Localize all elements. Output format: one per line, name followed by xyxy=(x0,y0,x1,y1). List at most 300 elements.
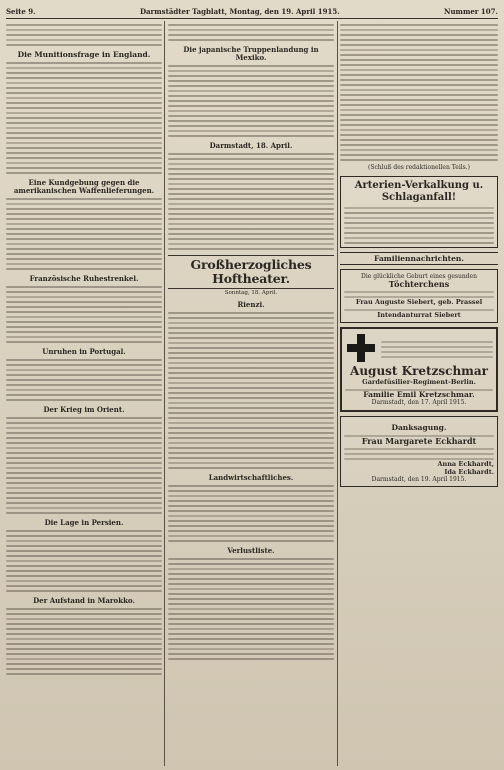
text-line xyxy=(6,359,162,361)
text-line xyxy=(6,379,162,381)
text-line xyxy=(168,317,334,319)
text-line xyxy=(340,109,498,111)
text-line xyxy=(340,99,498,101)
text-line xyxy=(6,203,162,205)
text-line xyxy=(168,628,334,630)
text-line xyxy=(344,458,494,460)
headline: Die Munitionsfrage in England. xyxy=(17,50,151,59)
text-line xyxy=(6,291,162,293)
text-line xyxy=(168,218,334,220)
text-line xyxy=(6,92,162,94)
masthead-line: Darmstädter Tagblatt, Montag, den 19. April 1915. xyxy=(139,6,340,16)
text-line xyxy=(168,100,334,102)
text-line xyxy=(6,575,162,577)
text-line xyxy=(168,427,334,429)
text-line xyxy=(168,322,334,324)
text-line xyxy=(6,389,162,391)
text-line xyxy=(6,653,162,655)
text-line xyxy=(168,407,334,409)
text-line xyxy=(6,590,162,592)
text-line xyxy=(340,39,498,41)
text-line xyxy=(6,117,162,119)
text-line xyxy=(6,477,162,479)
text-line xyxy=(168,658,334,660)
text-line xyxy=(344,242,494,244)
text-line xyxy=(168,208,334,210)
family-notices-heading: Familiennachrichten. xyxy=(340,252,498,265)
text-line xyxy=(6,422,162,424)
text-line xyxy=(6,394,162,396)
text-line xyxy=(168,563,334,565)
text-line xyxy=(344,309,494,311)
text-line xyxy=(168,105,334,107)
headline: Der Aufstand in Marokko. xyxy=(33,596,135,605)
text-line xyxy=(168,238,334,240)
text-line xyxy=(168,578,334,580)
text-line xyxy=(168,583,334,585)
text-line xyxy=(6,29,162,31)
thanks-signer-1: Anna Eckhardt, xyxy=(437,459,494,468)
text-line xyxy=(168,125,334,127)
headline: Verlustliste. xyxy=(227,546,275,555)
text-line xyxy=(168,34,334,36)
text-line xyxy=(6,198,162,200)
mourning-family: Familie Emil Kretzschmar. xyxy=(363,390,475,399)
text-line xyxy=(168,39,334,41)
text-line xyxy=(344,212,494,214)
text-line xyxy=(168,135,334,137)
text-line xyxy=(6,213,162,215)
text-line xyxy=(6,331,162,333)
text-line xyxy=(340,149,498,151)
text-line xyxy=(6,301,162,303)
theater-heading: Großherzogliches Hoftheater. xyxy=(168,255,334,289)
text-line xyxy=(168,593,334,595)
theater-date: Sonntag, 18. April. xyxy=(224,290,278,296)
text-line xyxy=(6,535,162,537)
text-line xyxy=(168,248,334,250)
text-line xyxy=(340,79,498,81)
text-line xyxy=(168,490,334,492)
text-line xyxy=(340,114,498,116)
text-line xyxy=(6,550,162,552)
deceased-name: August Kretzschmar xyxy=(350,364,488,378)
text-line xyxy=(6,172,162,174)
text-line xyxy=(340,24,498,26)
deceased-regiment: Gardefüsilier-Regiment-Berlin. xyxy=(362,378,476,386)
headline: Landwirtschaftliches. xyxy=(208,473,294,482)
text-line xyxy=(6,127,162,129)
text-line xyxy=(344,435,494,437)
text-line xyxy=(168,648,334,650)
text-line xyxy=(340,34,498,36)
thanks-deceased: Frau Margarete Eckhardt xyxy=(361,435,477,446)
text-line xyxy=(6,147,162,149)
text-line xyxy=(6,142,162,144)
text-line xyxy=(168,168,334,170)
thanks-place-date: Darmstadt, den 19. April 1915. xyxy=(371,475,467,483)
text-line xyxy=(168,515,334,517)
text-line xyxy=(168,520,334,522)
text-line xyxy=(6,457,162,459)
text-line xyxy=(168,603,334,605)
text-line xyxy=(6,336,162,338)
text-line xyxy=(344,227,494,229)
text-line xyxy=(344,222,494,224)
headline: Die Lage in Persien. xyxy=(44,518,124,527)
text-line xyxy=(6,107,162,109)
text-line xyxy=(381,341,493,343)
text-line xyxy=(6,580,162,582)
text-line xyxy=(340,69,498,71)
text-line xyxy=(6,369,162,371)
text-line xyxy=(168,347,334,349)
birth-father: Intendanturrat Siebert xyxy=(377,311,461,319)
text-line xyxy=(6,507,162,509)
text-line xyxy=(340,64,498,66)
column-middle xyxy=(168,21,334,660)
text-line xyxy=(168,598,334,600)
text-line xyxy=(6,585,162,587)
text-line xyxy=(168,392,334,394)
text-line xyxy=(6,399,162,401)
text-line xyxy=(168,120,334,122)
text-line xyxy=(168,485,334,487)
text-line xyxy=(6,157,162,159)
text-line xyxy=(168,618,334,620)
text-line xyxy=(168,588,334,590)
text-line xyxy=(168,462,334,464)
text-line xyxy=(6,311,162,313)
text-line xyxy=(381,351,493,353)
text-line xyxy=(6,321,162,323)
text-line xyxy=(168,332,334,334)
text-line xyxy=(6,447,162,449)
text-line xyxy=(6,296,162,298)
text-line xyxy=(168,447,334,449)
text-line xyxy=(168,505,334,507)
text-line xyxy=(168,233,334,235)
text-line xyxy=(6,472,162,474)
text-line xyxy=(6,364,162,366)
headline: Die japanische Truppenlandung in Mexiko. xyxy=(183,45,319,62)
text-line xyxy=(168,65,334,67)
text-line xyxy=(6,316,162,318)
dateline: Darmstadt, 18. April. xyxy=(209,141,293,150)
text-line xyxy=(340,84,498,86)
text-line xyxy=(6,82,162,84)
text-line xyxy=(6,39,162,41)
text-line xyxy=(6,648,162,650)
text-line xyxy=(168,623,334,625)
text-line xyxy=(168,85,334,87)
text-line xyxy=(6,67,162,69)
text-line xyxy=(168,452,334,454)
text-line xyxy=(168,573,334,575)
text-line xyxy=(168,95,334,97)
text-line xyxy=(168,530,334,532)
text-line xyxy=(340,29,498,31)
text-line xyxy=(340,124,498,126)
text-line xyxy=(340,139,498,141)
text-line xyxy=(6,268,162,270)
text-line xyxy=(6,77,162,79)
text-line xyxy=(6,512,162,514)
thanks-signer-2: Ida Eckhardt. xyxy=(444,467,494,476)
text-line xyxy=(168,638,334,640)
text-line xyxy=(168,153,334,155)
text-line xyxy=(6,560,162,562)
text-line xyxy=(6,668,162,670)
text-line xyxy=(168,372,334,374)
text-line xyxy=(6,238,162,240)
text-line xyxy=(168,130,334,132)
text-line xyxy=(168,193,334,195)
text-line xyxy=(340,129,498,131)
text-line xyxy=(6,218,162,220)
text-line xyxy=(6,112,162,114)
text-line xyxy=(6,253,162,255)
text-line xyxy=(6,487,162,489)
text-line xyxy=(340,104,498,106)
text-line xyxy=(6,497,162,499)
text-line xyxy=(6,643,162,645)
text-line xyxy=(6,384,162,386)
text-line xyxy=(381,346,493,348)
text-line xyxy=(6,152,162,154)
text-line xyxy=(6,228,162,230)
text-line xyxy=(6,34,162,36)
text-line xyxy=(168,387,334,389)
text-line xyxy=(168,540,334,542)
text-line xyxy=(6,233,162,235)
text-line xyxy=(6,618,162,620)
text-line xyxy=(6,442,162,444)
text-line xyxy=(340,89,498,91)
text-line xyxy=(6,555,162,557)
text-line xyxy=(168,510,334,512)
text-line xyxy=(6,258,162,260)
text-line xyxy=(6,341,162,343)
text-line xyxy=(168,110,334,112)
headline: Französische Ruhestrenkel. xyxy=(29,274,139,283)
text-line xyxy=(168,558,334,560)
text-line xyxy=(6,306,162,308)
text-line xyxy=(168,412,334,414)
text-line xyxy=(340,54,498,56)
text-line xyxy=(168,178,334,180)
end-of-editorial-note: (Schluß des redaktionellen Teils.) xyxy=(368,164,470,171)
text-line xyxy=(340,159,498,161)
text-line xyxy=(168,213,334,215)
text-line xyxy=(6,530,162,532)
text-line xyxy=(6,482,162,484)
advertisement-arterien xyxy=(340,176,498,248)
text-line xyxy=(6,102,162,104)
text-line xyxy=(168,198,334,200)
birth-intro: Die glückliche Geburt eines gesunden xyxy=(361,272,477,280)
text-line xyxy=(168,188,334,190)
text-line xyxy=(6,87,162,89)
birth-mother: Frau Auguste Siebert, geb. Prassel xyxy=(355,298,483,306)
text-line xyxy=(6,427,162,429)
text-line xyxy=(168,163,334,165)
text-line xyxy=(168,402,334,404)
text-line xyxy=(6,286,162,288)
opera-title: Rienzi. xyxy=(237,300,265,309)
headline: Der Krieg im Orient. xyxy=(43,405,125,414)
text-line xyxy=(6,223,162,225)
text-line xyxy=(6,44,162,46)
text-line xyxy=(340,154,498,156)
text-line xyxy=(168,633,334,635)
text-line xyxy=(168,90,334,92)
text-line xyxy=(344,237,494,239)
death-place-date: Darmstadt, den 17. April 1915. xyxy=(371,399,467,406)
text-line xyxy=(6,72,162,74)
text-line xyxy=(6,162,162,164)
text-line xyxy=(168,312,334,314)
text-line xyxy=(168,80,334,82)
text-line xyxy=(168,352,334,354)
text-line xyxy=(6,638,162,640)
issue-number: Nummer 107. xyxy=(444,6,498,16)
text-line xyxy=(6,97,162,99)
text-line xyxy=(168,377,334,379)
text-line xyxy=(6,248,162,250)
text-line xyxy=(6,658,162,660)
page-number: Seite 9. xyxy=(6,6,36,16)
text-line xyxy=(340,44,498,46)
text-line xyxy=(340,74,498,76)
text-line xyxy=(6,467,162,469)
text-line xyxy=(168,183,334,185)
text-line xyxy=(6,628,162,630)
text-line xyxy=(6,432,162,434)
text-line xyxy=(340,94,498,96)
text-line xyxy=(6,326,162,328)
text-line xyxy=(168,173,334,175)
text-line xyxy=(168,223,334,225)
text-line xyxy=(6,663,162,665)
text-line xyxy=(344,448,494,450)
text-line xyxy=(6,502,162,504)
text-line xyxy=(168,24,334,26)
text-line xyxy=(168,613,334,615)
iron-cross-icon xyxy=(347,334,375,362)
text-line xyxy=(6,437,162,439)
death-announcement xyxy=(340,327,498,412)
text-line xyxy=(168,327,334,329)
text-line xyxy=(6,545,162,547)
text-line xyxy=(168,417,334,419)
thanks-notice xyxy=(340,416,498,488)
text-line xyxy=(340,144,498,146)
text-line xyxy=(344,453,494,455)
text-line xyxy=(168,367,334,369)
text-line xyxy=(168,608,334,610)
text-line xyxy=(6,633,162,635)
text-line xyxy=(168,337,334,339)
text-line xyxy=(168,653,334,655)
text-line xyxy=(168,457,334,459)
text-line xyxy=(168,382,334,384)
text-line xyxy=(6,462,162,464)
text-line xyxy=(168,568,334,570)
text-line xyxy=(6,492,162,494)
column-right xyxy=(340,21,498,491)
text-line xyxy=(6,122,162,124)
text-line xyxy=(344,217,494,219)
text-line xyxy=(6,243,162,245)
text-line xyxy=(6,24,162,26)
text-line xyxy=(340,119,498,121)
text-line xyxy=(6,208,162,210)
column-rule xyxy=(337,21,338,766)
text-line xyxy=(168,495,334,497)
text-line xyxy=(6,540,162,542)
birth-child: Töchterchens xyxy=(388,279,450,289)
text-line xyxy=(168,158,334,160)
text-line xyxy=(6,623,162,625)
headline: Unruhen in Portugal. xyxy=(42,347,126,356)
text-line xyxy=(168,228,334,230)
text-line xyxy=(168,467,334,469)
birth-announcement xyxy=(340,269,498,324)
text-line xyxy=(6,570,162,572)
text-line xyxy=(168,342,334,344)
text-line xyxy=(6,62,162,64)
headline: Eine Kundgebung gegen die amerikanischen Waffenlieferungen. xyxy=(13,178,155,195)
text-line xyxy=(6,132,162,134)
thanks-heading: Danksagung. xyxy=(391,422,447,432)
text-line xyxy=(6,167,162,169)
text-line xyxy=(6,613,162,615)
text-line xyxy=(340,59,498,61)
text-line xyxy=(168,357,334,359)
text-line xyxy=(168,535,334,537)
text-line xyxy=(168,70,334,72)
text-line xyxy=(168,115,334,117)
text-line xyxy=(344,296,494,298)
ad-title: Arterien-Verkalkung u. Schlaganfall! xyxy=(354,179,484,203)
text-line xyxy=(345,389,493,391)
page-header xyxy=(6,4,498,19)
text-line xyxy=(168,243,334,245)
text-line xyxy=(381,356,493,358)
text-line xyxy=(340,49,498,51)
text-line xyxy=(344,291,494,293)
text-line xyxy=(344,207,494,209)
text-line xyxy=(6,608,162,610)
text-line xyxy=(168,525,334,527)
text-line xyxy=(6,137,162,139)
text-line xyxy=(168,397,334,399)
text-line xyxy=(168,29,334,31)
text-line xyxy=(6,374,162,376)
text-line xyxy=(168,75,334,77)
text-line xyxy=(6,263,162,265)
text-line xyxy=(6,673,162,675)
text-line xyxy=(168,432,334,434)
text-line xyxy=(168,422,334,424)
text-line xyxy=(168,442,334,444)
text-line xyxy=(340,134,498,136)
column-rule xyxy=(164,21,165,766)
text-line xyxy=(6,565,162,567)
text-line xyxy=(168,362,334,364)
text-line xyxy=(344,232,494,234)
